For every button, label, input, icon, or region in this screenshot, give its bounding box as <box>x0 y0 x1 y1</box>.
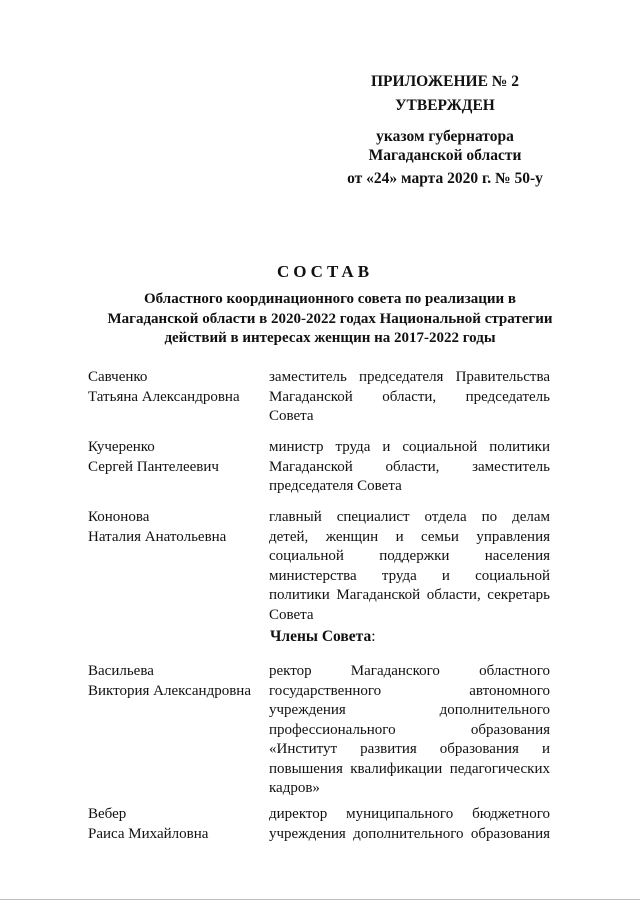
surname: Савченко <box>88 369 148 385</box>
approval-stamp <box>330 96 560 115</box>
role-line: политики Магаданской области, секретарь <box>269 587 550 603</box>
role-line: учреждения дополнительного <box>269 702 550 718</box>
person-name <box>88 662 268 701</box>
role-line: Совета <box>269 408 314 424</box>
role-line: повышения квалификации педагогических <box>269 760 550 777</box>
person-name <box>88 805 268 844</box>
role-line: Магаданской области, заместитель <box>269 458 550 475</box>
members-heading-text: Члены Совета <box>270 628 372 645</box>
person-role <box>269 508 550 625</box>
subtitle-line-1: Областного координационного совета по реализации в <box>143 291 517 307</box>
role-line: социальной поддержки населения <box>269 548 550 564</box>
appendix-label: ПРИЛОЖЕНИЕ № 2 <box>371 73 519 90</box>
approved-label: УТВЕРЖДЕН <box>395 97 495 114</box>
person-role <box>269 805 550 844</box>
role-line: директор муниципального бюджетного <box>269 806 550 822</box>
subtitle-line-3: действий в интересах женщин на 2017-2022 годы <box>164 330 496 346</box>
role-line: учреждения дополнительного образования <box>269 825 550 842</box>
person-name <box>88 508 268 547</box>
decree-line-1: указом губернатора <box>376 128 514 145</box>
role-line: государственного автономного <box>269 682 550 699</box>
decree-line-2: Магаданской области <box>368 147 522 164</box>
role-line: ректор Магаданского областного <box>269 663 550 679</box>
given-names: Виктория Александровна <box>88 682 251 699</box>
role-line: кадров» <box>269 780 320 796</box>
appendix-number <box>330 72 560 91</box>
role-line: «Институт развития образования и <box>269 741 550 757</box>
person-role <box>269 662 550 799</box>
person-name <box>88 438 268 477</box>
members-heading-colon: : <box>371 628 376 645</box>
members-heading <box>270 628 376 646</box>
given-names: Сергей Пантелеевич <box>88 458 219 475</box>
page-bottom-edge <box>0 899 640 900</box>
surname: Кучеренко <box>88 439 155 455</box>
document-subtitle <box>90 290 570 349</box>
surname: Васильева <box>88 663 154 679</box>
decree-reference <box>330 127 560 165</box>
decree-date-text: от «24» марта 2020 г. № 50-у <box>347 170 543 187</box>
document-title: СОСТАВ <box>276 262 374 281</box>
surname: Кононова <box>88 509 150 525</box>
person-name <box>88 368 268 407</box>
surname: Вебер <box>88 806 127 822</box>
role-line: Магаданской области, председатель <box>269 388 550 405</box>
role-line: профессионального образования <box>269 721 550 738</box>
given-names: Наталия Анатольевна <box>88 528 227 545</box>
role-line: министр труда и социальной политики <box>269 439 550 455</box>
role-line: министерства труда и социальной <box>269 567 550 584</box>
given-names: Татьяна Александровна <box>88 388 240 405</box>
role-line: детей, женщин и семьи управления <box>269 528 550 545</box>
person-role <box>269 368 550 427</box>
role-line: председателя Совета <box>269 478 402 494</box>
subtitle-line-2: Магаданской области в 2020-2022 годах Национальной стратегии <box>107 310 553 327</box>
role-line: Совета <box>269 606 314 623</box>
decree-date <box>330 169 560 188</box>
role-line: главный специалист отдела по делам <box>269 509 550 525</box>
given-names: Раиса Михайловна <box>88 825 209 842</box>
person-role <box>269 438 550 497</box>
role-line: заместитель председателя Правительства <box>269 369 550 385</box>
